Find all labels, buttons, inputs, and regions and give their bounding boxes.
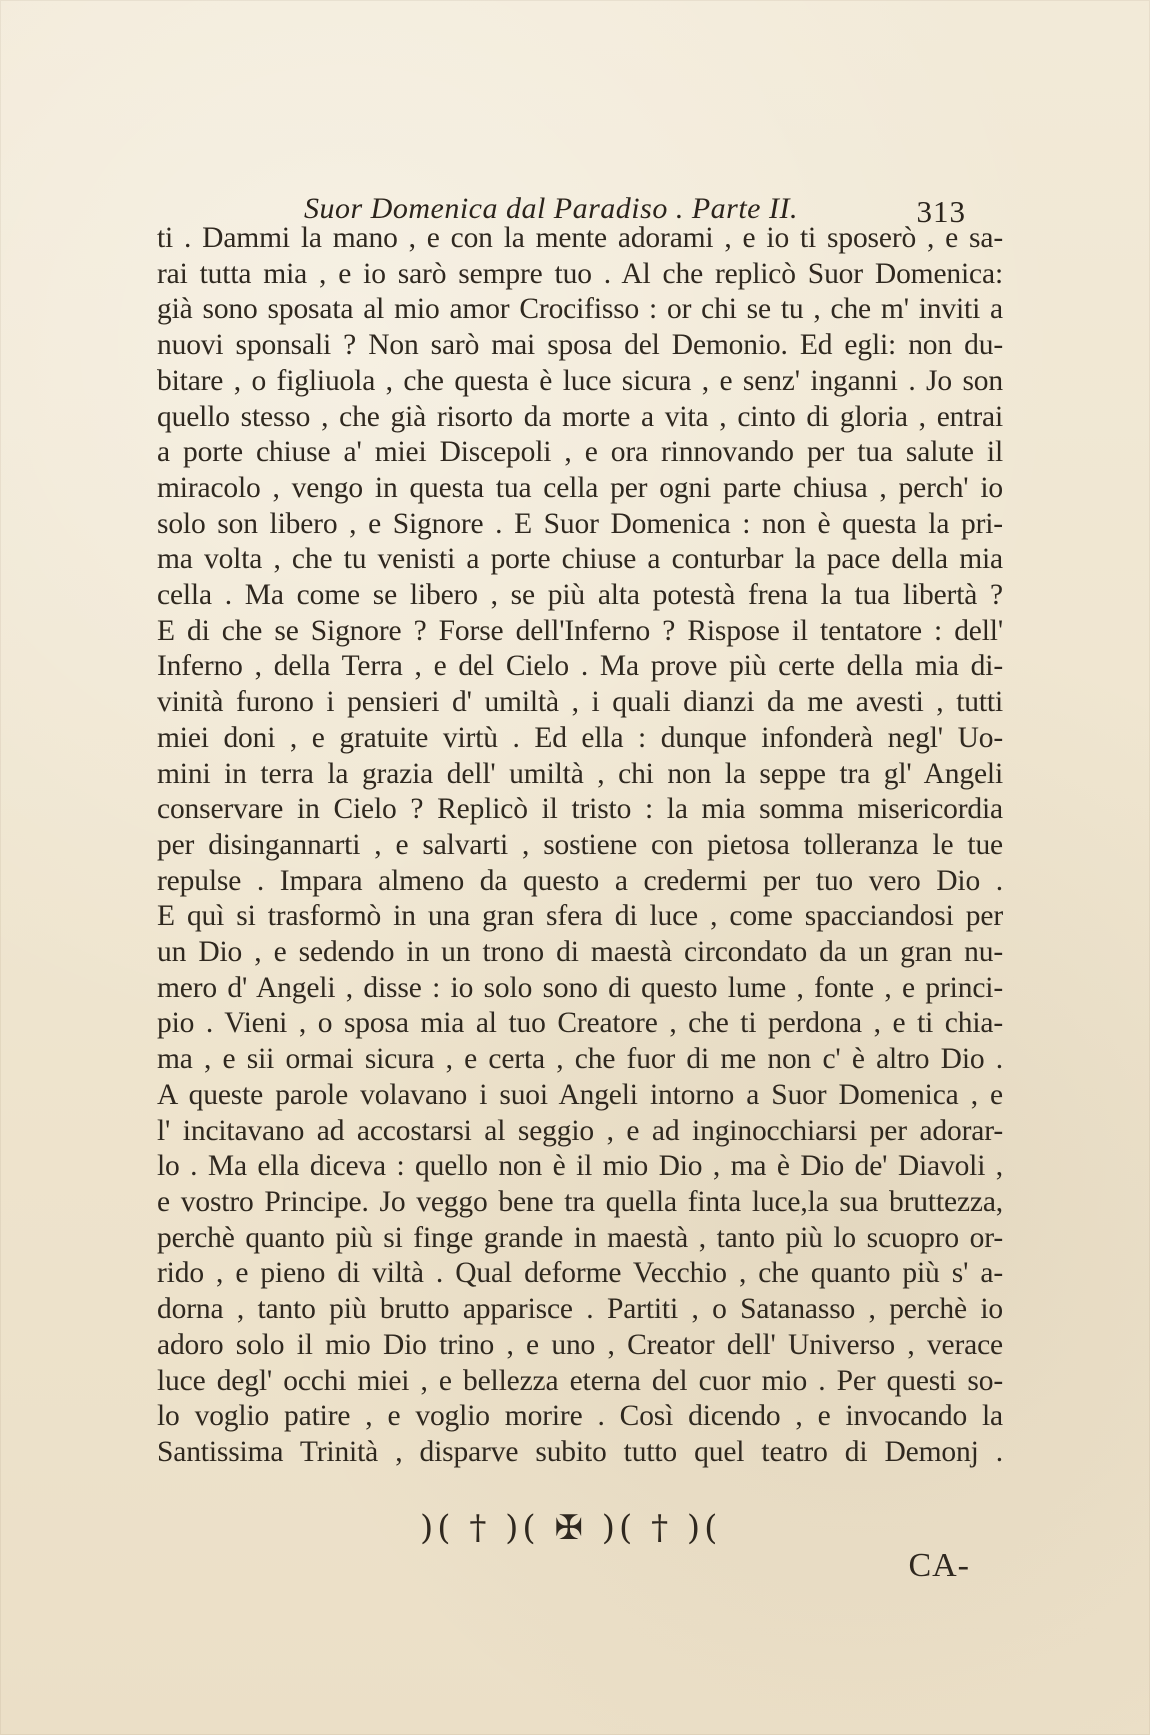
text-line: l' incitavano ad accostarsi al seggio , e ad inginocchiarsi per adorar- — [157, 1114, 1003, 1147]
text-line: ma , e sii ormai sicura , e certa , che fuor di me non c' è altro Dio . — [157, 1043, 1003, 1076]
text-line: dorna , tanto più brutto apparisce . Partiti , o Satanasso , perchè io — [157, 1293, 1003, 1326]
text-line: E quì si trasformò in una gran sfera di luce , come spacciandosi per — [157, 900, 1003, 933]
text-line: ti . Dammi la mano , e con la mente adorami , e io ti sposerò , e sa- — [157, 222, 1003, 254]
body-text — [157, 221, 1003, 1471]
text-line: luce degl' occhi miei , e bellezza eterna del cuor mio . Per questi so- — [157, 1364, 1003, 1397]
text-line: ma volta , che tu venisti a porte chiuse a conturbar la pace della mia — [157, 543, 1003, 576]
text-line: E di che se Signore ? Forse dell'Inferno ? Rispose il tentatore : dell' — [157, 614, 1003, 647]
text-line: cella . Ma come se libero , se più alta potestà frena la tua libertà ? — [157, 579, 1003, 612]
text-line: adoro solo il mio Dio trino , e uno , Creator dell' Universo , verace — [157, 1328, 1003, 1361]
text-line: repulse . Impara almeno da questo a credermi per tuo vero Dio . — [157, 864, 1003, 897]
text-line: per disingannarti , e salvarti , sostiene con pietosa tolleranza le tue — [157, 828, 1003, 861]
text-line: mero d' Angeli , disse : io solo sono di questo lume , fonte , e princi- — [157, 971, 1003, 1004]
text-line: pio . Vieni , o sposa mia al tuo Creatore , che ti perdona , e ti chia- — [157, 1007, 1003, 1040]
text-line: solo son libero , e Signore . E Suor Domenica : non è questa la pri- — [157, 507, 1003, 540]
text-line: bitare , o figliuola , che questa è luce sicura , e senz' inganni . Jo son — [157, 364, 1003, 397]
ornament-divider: )( † )( ✠ )( † )( — [420, 1508, 722, 1548]
text-line: miracolo , vengo in questa tua cella per ogni parte chiusa , perch' io — [157, 471, 1003, 504]
text-line: conservare in Cielo ? Replicò il tristo : la mia somma misericordia — [157, 793, 1003, 826]
text-line: miei doni , e gratuite virtù . Ed ella : dunque infonderà negl' Uo- — [157, 721, 1003, 754]
text-line: un Dio , e sedendo in un trono di maestà circondato da un gran nu- — [157, 936, 1003, 969]
text-line: lo . Ma ella diceva : quello non è il mio Dio , ma è Dio de' Diavoli , — [157, 1150, 1003, 1183]
text-line: nuovi sponsali ? Non sarò mai sposa del Demonio. Ed egli: non du- — [157, 329, 1003, 362]
text-line: quello stesso , che già risorto da morte a vita , cinto di gloria , entrai — [157, 400, 1003, 433]
text-line: e vostro Principe. Jo veggo bene tra quella finta luce,la sua bruttezza, — [157, 1185, 1003, 1218]
running-title: Suor Domenica dal Paradiso . Parte II. — [304, 192, 798, 225]
text-line: già sono sposata al mio amor Crocifisso : or chi se tu , che m' inviti a — [157, 293, 1003, 326]
page-number: 313 — [916, 194, 966, 229]
text-line: vinità furono i pensieri d' umiltà , i quali dianzi da me avesti , tutti — [157, 686, 1003, 719]
text-line: A queste parole volavano i suoi Angeli intorno a Suor Domenica , e — [157, 1078, 1003, 1111]
text-line: mini in terra la grazia dell' umiltà , chi non la seppe tra gl' Angeli — [157, 757, 1003, 790]
catchword: CA- — [908, 1547, 970, 1584]
text-line: Santissima Trinità , disparve subito tutto quel teatro di Demonj . — [157, 1435, 1003, 1468]
text-line: perchè quanto più si finge grande in maestà , tanto più lo scuopro or- — [157, 1221, 1003, 1254]
text-line: rai tutta mia , e io sarò sempre tuo . Al che replicò Suor Domenica: — [157, 257, 1003, 290]
text-line: rido , e pieno di viltà . Qual deforme Vecchio , che quanto più s' a- — [157, 1257, 1003, 1290]
text-line: Inferno , della Terra , e del Cielo . Ma prove più certe della mia di- — [157, 650, 1003, 683]
text-line: a porte chiuse a' miei Discepoli , e ora rinnovando per tua salute il — [157, 436, 1003, 469]
text-line: lo voglio patire , e voglio morire . Così dicendo , e invocando la — [157, 1400, 1003, 1433]
